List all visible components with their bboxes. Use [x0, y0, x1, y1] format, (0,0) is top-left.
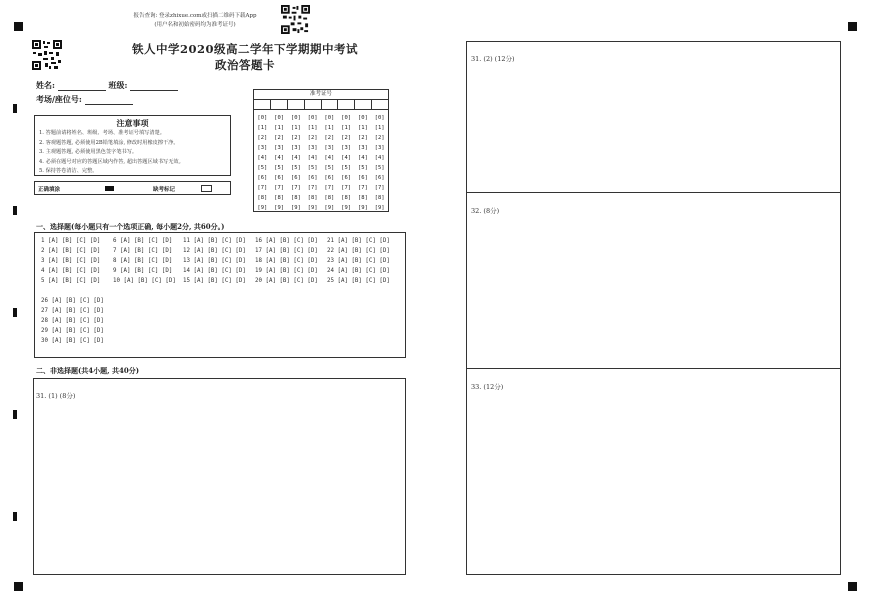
mc-question-number: 11	[183, 238, 194, 244]
registration-mark-top-left	[14, 22, 23, 31]
mc-options[interactable]: [A] [B] [C] [D]	[119, 258, 173, 264]
notice-item: 5. 保持答卷清洁、完整。	[39, 168, 98, 174]
mc-options[interactable]: [A] [B] [C] [D]	[51, 308, 104, 314]
notice-item: 2. 客观题答题, 必须使用2B铅笔填涂, 修改时用橡皮擦干净。	[39, 139, 179, 146]
exam-id-bubble[interactable]: [6]	[324, 175, 335, 181]
exam-id-bubble[interactable]: [7]	[374, 185, 385, 191]
exam-id-bubble[interactable]: [1]	[290, 125, 301, 131]
mc-question-15[interactable]	[183, 278, 246, 284]
mc-question-number: 19	[255, 268, 266, 274]
notice-box	[34, 115, 231, 176]
mc-question-number: 18	[255, 258, 266, 264]
answer-box-32[interactable]	[466, 192, 841, 369]
exam-id-bubble[interactable]: [2]	[274, 135, 285, 141]
mc-question-29[interactable]	[41, 328, 104, 334]
exam-id-digit-cell[interactable]	[338, 100, 355, 109]
timing-mark	[13, 206, 17, 215]
mc-question-number: 3	[41, 258, 48, 264]
exam-id-bubble[interactable]: [0]	[341, 115, 352, 121]
mc-question-25[interactable]	[327, 278, 390, 284]
exam-id-bubble[interactable]: [0]	[357, 115, 368, 121]
mc-question-number: 23	[327, 258, 338, 264]
answer-box-31-2[interactable]	[466, 41, 841, 193]
exam-id-bubble[interactable]: [6]	[357, 175, 368, 181]
exam-id-bubble[interactable]: [8]	[357, 195, 368, 201]
mc-options[interactable]: [A] [B] [C] [D]	[47, 238, 101, 244]
exam-id-bubble[interactable]: [8]	[257, 195, 268, 201]
timing-mark	[13, 512, 17, 521]
exam-id-bubble[interactable]: [6]	[257, 175, 268, 181]
mc-options[interactable]: [A] [B] [C] [D]	[337, 238, 390, 244]
exam-id-bubble[interactable]: [4]	[357, 155, 368, 161]
mc-options[interactable]: [A] [B] [C] [D]	[51, 298, 104, 304]
room-seat-row	[36, 94, 133, 105]
exam-id-bubble[interactable]: [0]	[307, 115, 318, 121]
exam-id-title: 准考证号	[254, 90, 388, 100]
exam-id-bubble[interactable]: [8]	[374, 195, 385, 201]
exam-id-bubble[interactable]: [4]	[324, 155, 335, 161]
mc-question-number: 5	[41, 278, 48, 284]
exam-id-digit-cell[interactable]	[271, 100, 288, 109]
mc-options[interactable]: [A] [B] [C] [D]	[51, 338, 104, 344]
mc-options[interactable]: [A] [B] [C] [D]	[265, 238, 318, 244]
section1-title: 一、选择题(每小题只有一个选项正确, 每小题2分, 共60分。)	[36, 222, 225, 231]
mc-question-7[interactable]	[113, 248, 172, 254]
mc-options[interactable]: [A] [B] [C] [D]	[47, 278, 101, 284]
mc-question-number: 12	[183, 248, 194, 254]
qr-code-icon	[281, 5, 310, 34]
mc-options[interactable]: [A] [B] [C] [D]	[193, 238, 246, 244]
mc-question-number: 4	[41, 268, 48, 274]
exam-id-bubble[interactable]: [6]	[374, 175, 385, 181]
exam-id-bubble[interactable]: [5]	[324, 165, 335, 171]
answer-box-33[interactable]	[466, 368, 841, 575]
mc-options[interactable]: [A] [B] [C] [D]	[51, 318, 104, 324]
exam-id-bubble[interactable]: [9]	[290, 205, 301, 211]
mc-options[interactable]: [A] [B] [C] [D]	[47, 258, 101, 264]
exam-id-bubble[interactable]: [7]	[274, 185, 285, 191]
exam-id-bubble[interactable]: [3]	[341, 145, 352, 151]
exam-id-digit-cell[interactable]	[288, 100, 305, 109]
exam-id-bubble[interactable]: [5]	[374, 165, 385, 171]
mc-options[interactable]: [A] [B] [C] [D]	[123, 278, 176, 284]
exam-id-bubble[interactable]: [7]	[341, 185, 352, 191]
mc-options[interactable]: [A] [B] [C] [D]	[337, 268, 390, 274]
exam-id-column	[371, 113, 388, 213]
mc-question-number: 24	[327, 268, 338, 274]
exam-id-write-cells	[254, 100, 388, 110]
mc-options[interactable]: [A] [B] [C] [D]	[119, 268, 173, 274]
exam-id-bubble[interactable]: [0]	[374, 115, 385, 121]
mc-question-3[interactable]	[41, 258, 100, 264]
mc-question-number: 8	[113, 258, 120, 264]
exam-id-bubble[interactable]: [2]	[257, 135, 268, 141]
exam-id-bubble[interactable]: [8]	[274, 195, 285, 201]
exam-id-bubble[interactable]: [6]	[290, 175, 301, 181]
exam-id-bubble[interactable]: [4]	[274, 155, 285, 161]
mc-question-26[interactable]	[41, 298, 104, 304]
exam-id-column	[254, 113, 271, 213]
exam-id-bubble[interactable]: [0]	[257, 115, 268, 121]
exam-id-bubble[interactable]: [7]	[357, 185, 368, 191]
mc-question-number: 2	[41, 248, 48, 254]
student-info-row	[36, 80, 178, 91]
exam-id-bubble[interactable]: [2]	[290, 135, 301, 141]
mc-question-24[interactable]	[327, 268, 390, 274]
mc-question-number: 10	[113, 278, 124, 284]
mc-question-number: 20	[255, 278, 266, 284]
mc-options[interactable]: [A] [B] [C] [D]	[265, 268, 318, 274]
mc-question-number: 13	[183, 258, 194, 264]
exam-id-column	[321, 113, 338, 213]
multiple-choice-box	[34, 232, 406, 358]
exam-id-bubble[interactable]: [7]	[257, 185, 268, 191]
exam-id-bubble[interactable]: [9]	[341, 205, 352, 211]
mc-question-number: 1	[41, 238, 48, 244]
mc-question-10[interactable]	[113, 278, 176, 284]
mc-question-22[interactable]	[327, 248, 390, 254]
exam-id-column	[355, 113, 372, 213]
mc-question-number: 28	[41, 318, 52, 324]
exam-id-bubble[interactable]: [4]	[290, 155, 301, 161]
page-title	[95, 41, 395, 73]
mc-options[interactable]: [A] [B] [C] [D]	[337, 258, 390, 264]
mc-question-number: 17	[255, 248, 266, 254]
question-33-label: 33. (12分)	[471, 383, 504, 391]
timing-mark	[13, 410, 17, 419]
exam-id-bubble[interactable]: [6]	[341, 175, 352, 181]
mc-options[interactable]: [A] [B] [C] [D]	[193, 278, 246, 284]
subject-title: 政治答题卡	[215, 58, 275, 72]
exam-id-bubble[interactable]: [8]	[341, 195, 352, 201]
exam-id-bubble[interactable]: [2]	[324, 135, 335, 141]
exam-id-bubble[interactable]: [8]	[324, 195, 335, 201]
notice-item: 3. 主观题答题, 必须使用黑色签字笔书写。	[39, 149, 138, 155]
name-label: 姓名:	[36, 80, 55, 90]
exam-id-bubble[interactable]: [3]	[290, 145, 301, 151]
room-seat-label: 考场/座位号:	[36, 94, 82, 104]
exam-id-bubble[interactable]: [5]	[290, 165, 301, 171]
question-32-label: 32. (8分)	[471, 207, 500, 215]
exam-id-bubble[interactable]: [2]	[307, 135, 318, 141]
mc-question-number: 30	[41, 338, 52, 344]
exam-id-bubble[interactable]: [9]	[307, 205, 318, 211]
registration-mark-bottom-left	[14, 582, 23, 591]
notice-title: 注意事项	[116, 118, 149, 128]
mc-options[interactable]: [A] [B] [C] [D]	[119, 248, 173, 254]
room-seat-field[interactable]	[85, 95, 133, 105]
mc-options[interactable]: [A] [B] [C] [D]	[51, 328, 104, 334]
exam-id-digit-cell[interactable]	[322, 100, 339, 109]
mc-question-23[interactable]	[327, 258, 390, 264]
report-query-line-1: 报告查询: 登录zhixue.com或扫描二维码下载App	[133, 13, 257, 19]
mc-question-30[interactable]	[41, 338, 104, 344]
report-query-note	[110, 12, 280, 30]
exam-id-bubble[interactable]: [8]	[290, 195, 301, 201]
question-31-1-label: 31. (1) (8分)	[36, 392, 76, 400]
notice-item: 4. 必须在题号对应的答题区域内作答, 超出答题区域书写无效。	[39, 158, 184, 165]
exam-id-bubble[interactable]: [5]	[307, 165, 318, 171]
answer-box-31-1[interactable]	[33, 378, 406, 575]
name-field[interactable]	[58, 81, 106, 91]
exam-id-digit-cell[interactable]	[355, 100, 372, 109]
notice-item: 1. 答题前请将姓名、班级、考场、准考证号填写清楚。	[39, 130, 165, 136]
mc-options[interactable]: [A] [B] [C] [D]	[193, 258, 246, 264]
exam-id-bubble[interactable]: [1]	[341, 125, 352, 131]
exam-id-bubble[interactable]: [1]	[257, 125, 268, 131]
mc-question-number: 15	[183, 278, 194, 284]
exam-id-bubble[interactable]: [3]	[357, 145, 368, 151]
mc-question-number: 9	[113, 268, 120, 274]
exam-id-bubble[interactable]: [5]	[257, 165, 268, 171]
exam-id-bubble[interactable]: [4]	[341, 155, 352, 161]
exam-id-bubble[interactable]: [5]	[341, 165, 352, 171]
mc-question-number: 29	[41, 328, 52, 334]
exam-id-bubble[interactable]: [7]	[290, 185, 301, 191]
mc-question-20[interactable]	[255, 278, 318, 284]
exam-id-bubble[interactable]: [4]	[257, 155, 268, 161]
class-field[interactable]	[130, 81, 178, 91]
exam-id-bubble[interactable]: [7]	[307, 185, 318, 191]
registration-mark-top-right	[848, 22, 857, 31]
mc-question-28[interactable]	[41, 318, 104, 324]
exam-id-bubbles	[254, 110, 388, 213]
correct-fill-sample	[105, 186, 114, 191]
exam-id-bubble[interactable]: [1]	[274, 125, 285, 131]
mc-options[interactable]: [A] [B] [C] [D]	[119, 238, 173, 244]
exam-id-bubble[interactable]: [9]	[257, 205, 268, 211]
mc-question-9[interactable]	[113, 268, 172, 274]
exam-id-bubble[interactable]: [3]	[324, 145, 335, 151]
registration-mark-bottom-right	[848, 582, 857, 591]
mc-question-number: 16	[255, 238, 266, 244]
mc-question-18[interactable]	[255, 258, 318, 264]
mc-question-21[interactable]	[327, 238, 390, 244]
exam-id-column	[338, 113, 355, 213]
qr-code-icon	[32, 40, 62, 70]
timing-mark	[13, 104, 17, 113]
exam-id-digit-cell[interactable]	[372, 100, 388, 109]
section2-title: 二、非选择题(共4小题, 共40分)	[36, 366, 140, 375]
mc-question-number: 14	[183, 268, 194, 274]
exam-id-bubble[interactable]: [6]	[274, 175, 285, 181]
exam-id-bubble[interactable]: [1]	[324, 125, 335, 131]
mc-question-16[interactable]	[255, 238, 318, 244]
exam-title: 铁人中学2020级高二学年下学期期中考试	[131, 42, 358, 56]
mc-options[interactable]: [A] [B] [C] [D]	[265, 248, 318, 254]
exam-id-bubble[interactable]: [6]	[307, 175, 318, 181]
mc-options[interactable]: [A] [B] [C] [D]	[265, 278, 318, 284]
fill-example-box	[34, 181, 231, 195]
exam-id-digit-cell[interactable]	[305, 100, 322, 109]
mc-question-number: 6	[113, 238, 120, 244]
exam-id-grid	[253, 89, 389, 212]
mc-question-13[interactable]	[183, 258, 246, 264]
mc-question-number: 27	[41, 308, 52, 314]
exam-id-column	[271, 113, 288, 213]
mc-question-number: 25	[327, 278, 338, 284]
exam-id-bubble[interactable]: [1]	[307, 125, 318, 131]
mc-question-11[interactable]	[183, 238, 246, 244]
mc-question-number: 21	[327, 238, 338, 244]
mc-options[interactable]: [A] [B] [C] [D]	[337, 248, 390, 254]
exam-id-bubble[interactable]: [0]	[290, 115, 301, 121]
mc-question-12[interactable]	[183, 248, 246, 254]
exam-id-bubble[interactable]: [2]	[374, 135, 385, 141]
exam-id-bubble[interactable]: [3]	[374, 145, 385, 151]
class-label: 班级:	[108, 80, 128, 90]
mc-question-17[interactable]	[255, 248, 318, 254]
mc-options[interactable]: [A] [B] [C] [D]	[193, 248, 246, 254]
exam-id-bubble[interactable]: [5]	[274, 165, 285, 171]
exam-id-bubble[interactable]: [4]	[374, 155, 385, 161]
mc-question-27[interactable]	[41, 308, 104, 314]
mc-options[interactable]: [A] [B] [C] [D]	[265, 258, 318, 264]
exam-id-bubble[interactable]: [8]	[307, 195, 318, 201]
mc-options[interactable]: [A] [B] [C] [D]	[193, 268, 246, 274]
mc-options[interactable]: [A] [B] [C] [D]	[47, 248, 101, 254]
exam-id-bubble[interactable]: [9]	[374, 205, 385, 211]
exam-id-bubble[interactable]: [2]	[357, 135, 368, 141]
exam-id-bubble[interactable]: [5]	[357, 165, 368, 171]
exam-id-bubble[interactable]: [9]	[357, 205, 368, 211]
exam-id-bubble[interactable]: [9]	[324, 205, 335, 211]
exam-id-bubble[interactable]: [1]	[374, 125, 385, 131]
mc-question-number: 26	[41, 298, 52, 304]
mc-question-number: 7	[113, 248, 120, 254]
mc-question-5[interactable]	[41, 278, 100, 284]
mc-question-4[interactable]	[41, 268, 100, 274]
mc-question-19[interactable]	[255, 268, 318, 274]
mc-options[interactable]: [A] [B] [C] [D]	[47, 268, 101, 274]
report-query-line-2: (用户名和初始密码均为准考证号)	[154, 22, 236, 28]
mc-question-14[interactable]	[183, 268, 246, 274]
exam-id-bubble[interactable]: [7]	[324, 185, 335, 191]
mc-options[interactable]: [A] [B] [C] [D]	[337, 278, 390, 284]
exam-id-bubble[interactable]: [0]	[274, 115, 285, 121]
exam-id-bubble[interactable]: [3]	[274, 145, 285, 151]
exam-id-column	[304, 113, 321, 213]
question-31-2-label: 31. (2) (12分)	[471, 55, 515, 63]
exam-id-bubble[interactable]: [3]	[257, 145, 268, 151]
mc-question-2[interactable]	[41, 248, 100, 254]
exam-id-bubble[interactable]: [0]	[324, 115, 335, 121]
exam-id-bubble[interactable]: [2]	[341, 135, 352, 141]
exam-id-bubble[interactable]: [4]	[307, 155, 318, 161]
mc-question-1[interactable]	[41, 238, 100, 244]
exam-id-bubble[interactable]: [9]	[274, 205, 285, 211]
exam-id-bubble[interactable]: [1]	[357, 125, 368, 131]
absent-mark-checkbox[interactable]	[201, 185, 212, 192]
exam-id-column	[288, 113, 305, 213]
timing-mark	[13, 308, 17, 317]
mc-question-6[interactable]	[113, 238, 172, 244]
exam-id-bubble[interactable]: [3]	[307, 145, 318, 151]
correct-fill-label: 正确填涂	[38, 187, 61, 193]
mc-question-number: 22	[327, 248, 338, 254]
mc-question-8[interactable]	[113, 258, 172, 264]
absent-mark-label: 缺考标记	[153, 187, 176, 193]
exam-id-digit-cell[interactable]	[254, 100, 271, 109]
